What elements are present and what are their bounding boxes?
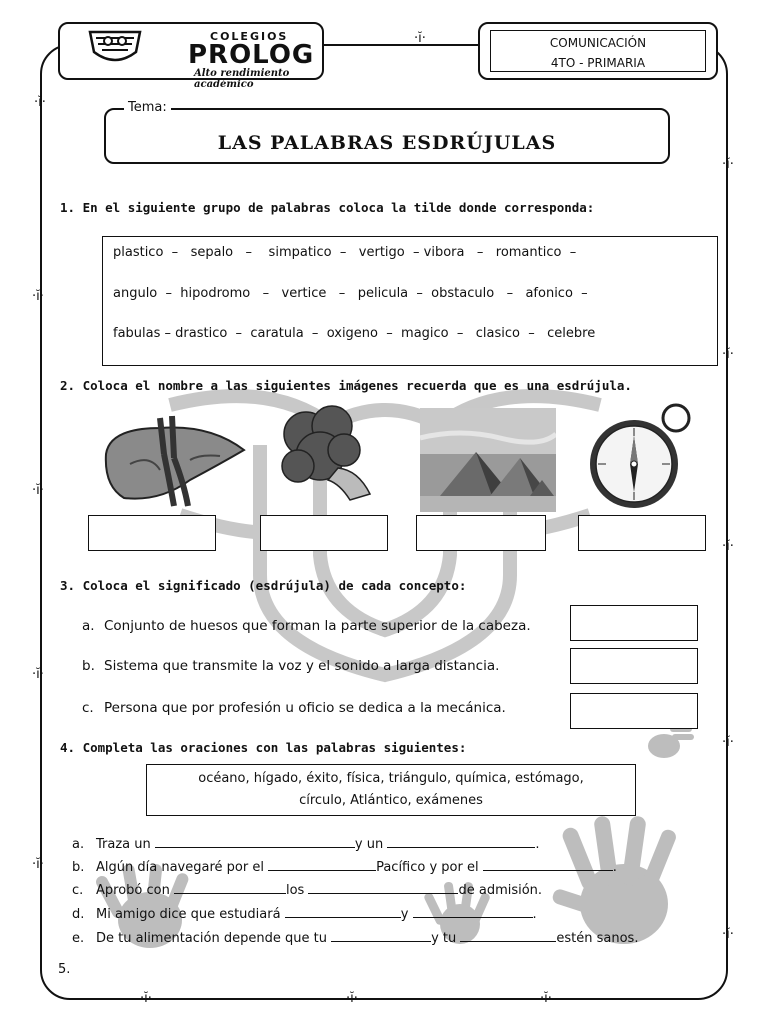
- deco-mark: ·ĭ·: [722, 735, 734, 750]
- question-4-instruction: 4. Completa las oraciones con las palabras siguientes:: [60, 740, 467, 755]
- sentence-text: Traza un: [96, 837, 151, 852]
- deco-mark: ·ĭ·: [32, 289, 44, 304]
- question-2-instruction: 2. Coloca el nombre a las siguientes imágenes recuerda que es una esdrújula.: [60, 378, 632, 393]
- blank-field[interactable]: [308, 882, 458, 894]
- deco-mark: ·ĭ·: [32, 483, 44, 498]
- grade-level: 4TO - PRIMARIA: [550, 56, 646, 70]
- definition-item: [82, 700, 506, 716]
- definition-text: Conjunto de huesos que forman la parte superior de la cabeza.: [104, 618, 531, 634]
- blank-field[interactable]: [387, 836, 535, 848]
- school-logo-box: [58, 22, 324, 90]
- question-1-instruction: 1. En el siguiente grupo de palabras coloca la tilde donde corresponda:: [60, 200, 595, 215]
- deco-mark: ·ĭ·: [722, 539, 734, 554]
- question-3-instruction: 3. Coloca el significado (esdrújula) de cada concepto:: [60, 578, 467, 593]
- tema-label: Tema:: [124, 100, 171, 115]
- deco-mark: ·ĭ·: [414, 31, 426, 46]
- sentence-item: [72, 836, 539, 852]
- broccoli-image: [278, 404, 382, 504]
- word-bank-box: [146, 764, 636, 816]
- image-answer-field[interactable]: [578, 515, 706, 551]
- deco-mark: ·ĭ·: [722, 347, 734, 362]
- sentence-text: y tu: [431, 931, 457, 946]
- blank-field[interactable]: [268, 859, 376, 871]
- deco-mark: ·ĭ·: [140, 991, 152, 1006]
- sentence-text: .: [535, 837, 540, 852]
- blank-field[interactable]: [174, 882, 286, 894]
- image-answer-field[interactable]: [260, 515, 388, 551]
- definition-answer-field[interactable]: [570, 648, 698, 684]
- owl-shield-logo-icon: [86, 28, 144, 68]
- item-marker: e.: [72, 931, 85, 946]
- deco-mark: ·ĭ·: [34, 95, 46, 110]
- sentence-text: los: [285, 883, 305, 898]
- definition-text: Persona que por profesión u oficio se dedica a la mecánica.: [104, 700, 506, 716]
- sentence-text: de admisión.: [458, 883, 543, 898]
- blank-field[interactable]: [460, 930, 556, 942]
- image-answer-field[interactable]: [88, 515, 216, 551]
- item-marker: b.: [82, 658, 95, 674]
- sentence-text: Aprobó con: [96, 883, 170, 898]
- item-marker: a.: [72, 837, 85, 852]
- definition-item: [82, 658, 499, 674]
- sentence-item: [72, 859, 617, 875]
- sentence-text: y: [400, 907, 409, 922]
- sentence-text: Mi amigo dice que estudiará: [96, 907, 281, 922]
- liver-image: [100, 414, 246, 510]
- deco-mark: ·ĭ·: [32, 857, 44, 872]
- blank-field[interactable]: [331, 930, 431, 942]
- subject-name: COMUNICACIÓN: [549, 36, 647, 50]
- image-answer-field[interactable]: [416, 515, 546, 551]
- definition-answer-field[interactable]: [570, 693, 698, 729]
- subject-inner: [490, 30, 706, 72]
- sentence-text: Pacífico y por el: [376, 860, 479, 875]
- sentence-text: estén sanos.: [556, 931, 639, 946]
- sentence-text: y un: [354, 837, 384, 852]
- deco-mark: ·ĭ·: [722, 157, 734, 172]
- sentence-item: [72, 906, 537, 922]
- item-marker: c.: [82, 700, 94, 716]
- blank-field[interactable]: [483, 859, 613, 871]
- sentence-text: .: [532, 907, 537, 922]
- sentence-item: [72, 882, 542, 898]
- tema-box: [104, 100, 670, 164]
- blank-field[interactable]: [413, 906, 533, 918]
- word-bank-line: círculo, Atlántico, exámenes: [299, 793, 483, 808]
- sentence-text: De tu alimentación depende que tu: [96, 931, 327, 946]
- blank-field[interactable]: [285, 906, 401, 918]
- deco-mark: ·ĭ·: [32, 667, 44, 682]
- deco-mark: ·ĭ·: [722, 927, 734, 942]
- pyramids-image: [420, 408, 556, 512]
- logo-main-text: PROLOG: [188, 40, 315, 70]
- word-list-line: angulo – hipodromo – vertice – pelicula – obstaculo – afonico –: [113, 286, 588, 301]
- page-title: LAS PALABRAS ESDRÚJULAS: [217, 132, 557, 154]
- subject-box: [478, 22, 718, 80]
- word-list-line: plastico – sepalo – simpatico – vertigo – vibora – romantico –: [113, 245, 577, 260]
- logo-top-text: COLEGIOS: [210, 30, 289, 43]
- item-marker: b.: [72, 860, 85, 875]
- word-list-line: fabulas – drastico – caratula – oxigeno – magico – clasico – celebre: [113, 326, 596, 341]
- logo-slogan: Alto rendimiento académico: [194, 68, 290, 90]
- item-marker: a.: [82, 618, 95, 634]
- sentence-text: .: [612, 860, 617, 875]
- compass-image: [588, 402, 694, 510]
- definition-answer-field[interactable]: [570, 605, 698, 641]
- definition-text: Sistema que transmite la voz y el sonido a larga distancia.: [104, 658, 500, 674]
- definition-item: [82, 618, 531, 634]
- word-bank-line: océano, hígado, éxito, física, triángulo, química, estómago,: [198, 771, 584, 786]
- blank-field[interactable]: [155, 836, 355, 848]
- item-marker: d.: [72, 907, 85, 922]
- word-list-box: [102, 236, 718, 366]
- deco-mark: ·ĭ·: [540, 991, 552, 1006]
- sentence-item: [72, 930, 638, 946]
- item-marker: c.: [72, 883, 84, 898]
- handprint-icon: [634, 724, 696, 760]
- deco-mark: ·ĭ·: [346, 991, 358, 1006]
- sentence-text: Algún día navegaré por el: [96, 860, 264, 875]
- question-5-marker: 5.: [58, 962, 71, 977]
